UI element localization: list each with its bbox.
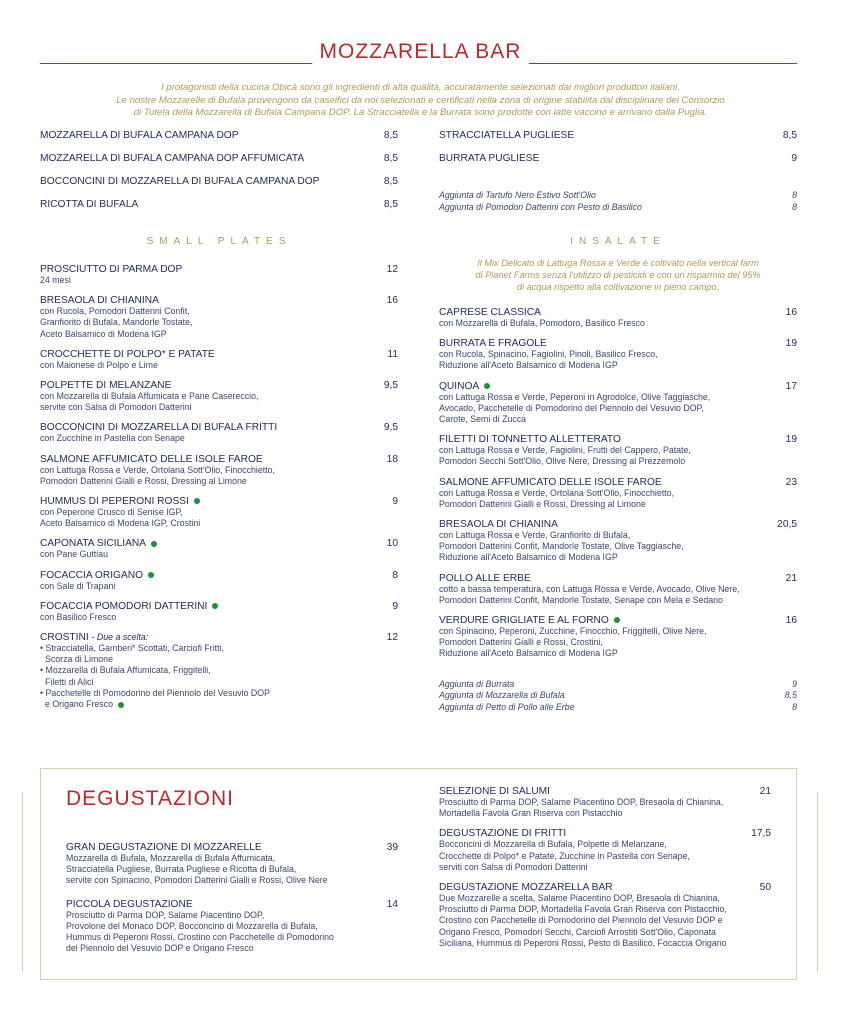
menu-item: PROSCIUTTO DI PARMA DOP 12 24 mesi xyxy=(40,264,398,285)
menu-item: QUINOA 17 con Lattuga Rossa e Verde, Peperoni in Agrodolce, Olive Taggiasche, Avocado, Pacchetelle di Pomodorino del Piennolo del Vesuvio DOP, Carote, Semi di Zucca xyxy=(439,380,797,425)
menu-item: BOCCONCINI DI MOZZARELLA DI BUFALA CAMPANA DOP 8,5 xyxy=(40,176,398,187)
side-rule-left xyxy=(22,792,23,972)
small-plates-heading: SMALL PLATES xyxy=(146,236,292,247)
vegetarian-dot-icon xyxy=(212,603,218,609)
vegetarian-dot-icon xyxy=(151,541,157,547)
menu-item: BOCCONCINI DI MOZZARELLA DI BUFALA FRITTI 9,5 con Zucchine in Pastella con Senape xyxy=(40,422,398,444)
menu-item: HUMMUS DI PEPERONI ROSSI 9 con Peperone Crusco di Senise IGP, Aceto Balsamico di Modena IGP, Crostini xyxy=(40,496,398,529)
addon-line: Aggiunta di Burrata 9 xyxy=(439,678,797,689)
menu-item: SALMONE AFFUMICATO DELLE ISOLE FAROE 18 con Lattuga Rossa e Verde, Ortolana Sott'Olio, Finocchietto, Pomodori Datterini Gialli e Rossi, Dressing al Limone xyxy=(40,453,398,486)
vegetarian-dot-icon xyxy=(484,383,490,389)
menu-item: DEGUSTAZIONE DI FRITTI 17,5 Bocconcini di Mozzarella di Bufala, Polpette di Melanzane, Crocchette di Polpo* e Patate, Zucchine in Pastella con Senape, serviti con Salsa di Pomodori Datterini xyxy=(439,828,771,872)
vegetarian-dot-icon xyxy=(194,498,200,504)
menu-item: CROCCHETTE DI POLPO* E PATATE 11 con Maionese di Polpo e Lime xyxy=(40,348,398,370)
menu-item: POLPETTE DI MELANZANE 9,5 con Mozzarella di Bufala Affumicata e Pane Casereccio, servite con Salsa di Pomodori Datterini xyxy=(40,380,398,413)
mozzarella-list-left xyxy=(40,130,398,222)
mozzarella-list-right xyxy=(439,130,797,213)
small-plates-section xyxy=(40,236,398,719)
page-title: MOZZARELLA BAR xyxy=(0,40,841,64)
vegetarian-dot-icon xyxy=(148,572,154,578)
menu-item: RICOTTA DI BUFALA 8,5 xyxy=(40,199,398,210)
menu-item: STRACCIATELLA PUGLIESE 8,5 xyxy=(439,130,797,141)
menu-item: MOZZARELLA DI BUFALA CAMPANA DOP 8,5 xyxy=(40,130,398,141)
menu-item: CAPRESE CLASSICA 16 con Mozzarella di Bufala, Pomodoro, Basilico Fresco xyxy=(439,307,797,328)
menu-item: GRAN DEGUSTAZIONE DI MOZZARELLE 39 Mozzarella di Bufala, Mozzarella di Bufala Affumicata, Stracciatella Pugliese, Burrata Pugliese e Ricotta di Bufala, servite con Spinacino, Pomodori Datterini Gialli e Rossi, Olive Nere xyxy=(66,842,398,886)
menu-item: BRESAOLA DI CHIANINA 16 con Rucola, Pomodori Datterini Confit, Granfiorito di Bufala, Mandorle Tostate, Aceto Balsamico di Modena IGP xyxy=(40,295,398,339)
intro-text: I protagonisti della cucina Obicà sono gli ingredienti di alta qualità, accuratamente selezionati dai migliori produttori italiani. Le nostre Mozzarelle di Bufala provengono da caseifici da noi selezionati e certificati nella zona di origine stabilita dal disciplinare del Consorzio di Tutela della Mozzarella di Bufala Campana DOP. La Stracciatella e la Burrata sono prodotte con latte vaccino e arrivano dalla Puglia. xyxy=(116,82,725,118)
menu-item: VERDURE GRIGLIATE E AL FORNO 16 con Spinacino, Peperoni, Zucchine, Finocchio, Friggitelli, Olive Nere, Pomodori Datterini Gialli e Rossi, Crostini, Riduzione all'Aceto Balsamico di Modena IGP xyxy=(439,615,797,659)
degustazioni-title: DEGUSTAZIONI xyxy=(66,787,234,810)
menu-item: POLLO ALLE ERBE 21 cotto a bassa temperatura, con Lattuga Rossa e Verde, Avocado, Olive Nere, Pomodori Datterini Confit, Mandorle Tostate, Senape con Mela e Sedano xyxy=(439,572,797,605)
vegetarian-dot-icon xyxy=(118,702,124,708)
addon-line: Aggiunta di Pomodori Datterini con Pesto di Basilico 8 xyxy=(439,201,797,212)
menu-item: DEGUSTAZIONE MOZZARELLA BAR 50 Due Mozzarelle a scelta, Salame Piacentino DOP, Bresaola di Chianina, Prosciutto di Parma DOP, Mortadella Favola Gran Riserva con Pistacchio, Crostino con Pacchetelle di Pomodorino del Piennolo del Vesuvio DOP e Origano Fresco, Pomodori Secchi, Carciofi Arrostiti Sott'Olio, Caponata Siciliana, Hummus di Peperoni Rossi, Pesto di Basilico, Focaccia Origano xyxy=(439,882,771,948)
menu-item: PICCOLA DEGUSTAZIONE 14 Prosciutto di Parma DOP, Salame Piacentino DOP, Provolone del Monaco DOP, Bocconcino di Mozzarella di Bufala, Hummus di Peperoni Rossi, Crostino con Pacchetelle di Pomodorino del Piennolo del Vesuvio DOP e Origano Fresco xyxy=(66,898,398,954)
menu-item: BRESAOLA DI CHIANINA 20,5 con Lattuga Rossa e Verde, Granfiorito di Bufala, Pomodori Datterini Confit, Mandorle Tostate, Olive Taggiasche, Riduzione all'Aceto Balsamico di Modena IGP xyxy=(439,519,797,563)
side-rule-right xyxy=(817,792,818,972)
menu-item: FOCACCIA ORIGANO 8 con Sale di Trapani xyxy=(40,569,398,591)
menu-item: BURRATA PUGLIESE 9 xyxy=(439,153,797,164)
degustazioni-left xyxy=(66,842,398,963)
vegetarian-dot-icon xyxy=(614,617,620,623)
menu-item: SELEZIONE DI SALUMI 21 Prosciutto di Parma DOP, Salame Piacentino DOP, Bresaola di Chianina, Mortadella Favola Gran Riserva con Pistacchio xyxy=(439,786,771,819)
menu-item-crostini: CROSTINI - Due a scelta: 12 • Stracciatella, Gamberi* Scottati, Carciofi Fritti, Scorza di Limone • Mozzarella di Bufala Affumicata, Friggitelli, Filetti di Alici • Pacchetelle di Pomodorino del Piennolo del Vesuvio DOP e Origano Fresco xyxy=(40,632,398,710)
degustazioni-right xyxy=(439,786,771,958)
insalate-intro: Il Mix Delicato di Lattuga Rossa e Verde è coltivato nella vertical farm di Planet Farms senza l'utilizzo di pesticidi e con un risparmio del 95% di acqua rispetto alla coltivazione in pieno campo. xyxy=(475,258,761,292)
addon-line: Aggiunta di Petto di Pollo alle Erbe 8 xyxy=(439,701,797,712)
menu-item: CAPONATA SICILIANA 10 con Pane Guttiau xyxy=(40,538,398,560)
insalate-heading: INSALATE xyxy=(570,236,666,247)
menu-item: FOCACCIA POMODORI DATTERINI 9 con Basilico Fresco xyxy=(40,600,398,622)
insalate-section xyxy=(439,236,797,713)
menu-item: FILETTI DI TONNETTO ALLETTERATO 19 con Lattuga Rossa e Verde, Fagiolini, Frutti del Cappero, Patate, Pomodori Secchi Sott'Olio, Olive Nere, Dressing al Prezzemolo xyxy=(439,434,797,467)
menu-item: MOZZARELLA DI BUFALA CAMPANA DOP AFFUMICATA 8,5 xyxy=(40,153,398,164)
addon-line: Aggiunta di Tartufo Nero Estivo Sott'Olio 8 xyxy=(439,190,797,200)
menu-item: SALMONE AFFUMICATO DELLE ISOLE FAROE 23 con Lattuga Rossa e Verde, Ortolana Sott'Olio, Finocchietto, Pomodori Datterini Gialli e Rossi, Dressing al Limone xyxy=(439,476,797,509)
menu-item: BURRATA E FRAGOLE 19 con Rucola, Spinacino, Fagiolini, Pinoli, Basilico Fresco, Riduzione all'Aceto Balsamico di Modena IGP xyxy=(439,338,797,371)
addon-line: Aggiunta di Mozzarella di Bufala 8,5 xyxy=(439,690,797,701)
